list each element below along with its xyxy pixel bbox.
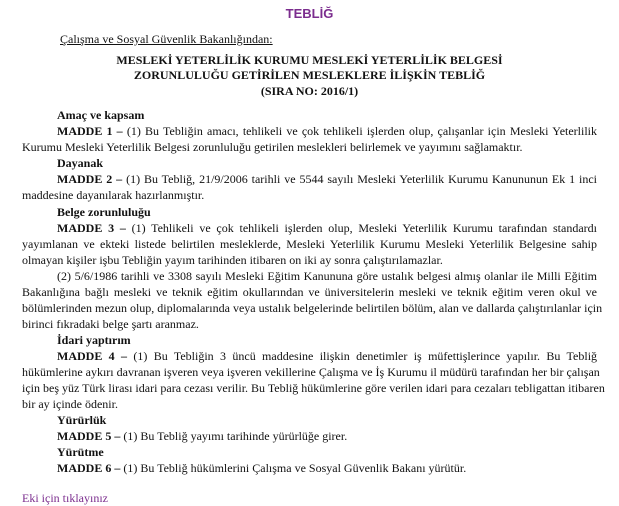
article-4-line2: hükümlerine aykırı davranan işveren veya işveren vekillerine Çalışma ve İş Kurumu il müdürü tarafından her bir çalışan — [22, 365, 600, 379]
article-5-line1: MADDE 5 – (1) Bu Tebliğ yayımı tarihinde yürürlüğe girer. — [57, 429, 348, 443]
article-3-label: MADDE 3 – — [57, 221, 126, 235]
article-4-line4: bir ay içinde ödenir. — [22, 397, 118, 411]
section-heading-amac: Amaç ve kapsam — [57, 108, 145, 122]
section-heading-yururluk: Yürürlük — [57, 413, 107, 427]
article-4-line1: MADDE 4 – (1) Bu Tebliğin 3 üncü maddesine ilişkin denetimler iş müfettişlerince yapılır. Bu Tebliğ — [57, 349, 598, 363]
article-3-p2-line1: (2) 5/6/1986 tarihli ve 3308 sayılı Mesleki Eğitim Kanununa göre ustalık belgesi almış olanlar ile Milli Eğitim — [57, 269, 597, 283]
section-heading-yurutme: Yürütme — [57, 445, 104, 459]
page-header-title: TEBLİĞ — [285, 6, 334, 21]
article-3-p2-line2: Bakanlığına bağlı mesleki ve teknik eğitim okullarından ve üniversitelerin mesleki ve teknik eğitim veren okul ve — [22, 285, 597, 299]
article-3-p1-line2: yayımlanan ve ekteki listede belirtilen mesleklerde, Mesleki Yeterlilik Kurumu Mesleki Yeterlilik Belgesine sahip — [22, 237, 597, 251]
article-6-label: MADDE 6 – — [57, 461, 121, 475]
article-2-line2: maddesine dayanılarak hazırlanmıştır. — [22, 188, 205, 202]
article-3-p1-line1: MADDE 3 – (1) Tehlikeli ve çok tehlikeli işlerden olup, Mesleki Yeterlilik Kurumu tarafından standardı — [57, 221, 597, 235]
doc-title-number: (SIRA NO: 2016/1) — [260, 84, 359, 98]
doc-title-line1: MESLEKİ YETERLİLİK KURUMU MESLEKİ YETERLİLİK BELGESİ — [116, 53, 503, 67]
section-heading-idari: İdari yaptırım — [57, 333, 131, 347]
article-4-line3: için beş yüz Türk lirası idari para cezası verilir. Bu Tebliğ hükümlerine göre verilen idari para cezaları tebligattan itibaren — [22, 381, 605, 395]
section-heading-belge: Belge zorunluluğu — [57, 205, 151, 219]
article-2-line1: MADDE 2 – (1) Bu Tebliğ, 21/9/2006 tarihli ve 5544 sayılı Mesleki Yeterlilik Kurumu Kanununun Ek 1 inci — [57, 172, 598, 186]
annex-link[interactable]: Eki için tıklayınız — [22, 491, 108, 505]
article-1-line1: MADDE 1 – (1) Bu Tebliğin amacı, tehlikeli ve çok tehlikeli işlerden olup, çalışanlar için Mesleki Yeterlilik — [57, 124, 598, 138]
article-4-label: MADDE 4 – — [57, 349, 128, 363]
doc-title-line2: ZORUNLULUĞU GETİRİLEN MESLEKLERE İLİŞKİN TEBLİĞ — [133, 68, 486, 82]
article-1-line2: Kurumu Mesleki Yeterlilik Belgesi zorunluluğu getirilen meslekleri belirlemek ve yayımını sağlamaktır. — [22, 140, 523, 154]
article-3-p2-line4: birinci fıkradaki belge şartı aranmaz. — [22, 317, 199, 331]
issuing-authority: Çalışma ve Sosyal Güvenlik Bakanlığından: — [60, 32, 273, 46]
article-2-label: MADDE 2 – — [57, 172, 123, 186]
section-heading-dayanak: Dayanak — [57, 156, 104, 170]
article-6-line1: MADDE 6 – (1) Bu Tebliğ hükümlerini Çalışma ve Sosyal Güvenlik Bakanı yürütür. — [57, 461, 467, 475]
article-5-label: MADDE 5 – — [57, 429, 121, 443]
article-3-p1-line3: olmayan kişiler işbu Tebliğin yayım tarihinden itibaren on iki ay sonra çalıştırılamazlar. — [22, 253, 443, 267]
article-1-label: MADDE 1 – — [57, 124, 123, 138]
article-3-p2-line3: bölümlerinden mezun olup, diplomalarında veya ustalık belgelerinde belirtilen bölüm, alan ve dallarda çalıştırılanlar için — [22, 301, 603, 315]
